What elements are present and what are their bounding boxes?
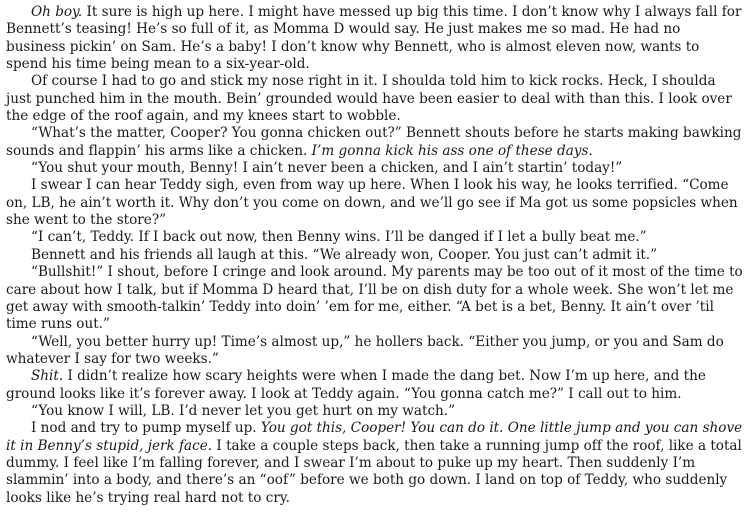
- italic-text-segment: You got this, Cooper! You can do it. One little jump and you can shove it in Benny’s stupid, jerk face.: [6, 420, 743, 454]
- paragraph: [6, 368, 743, 403]
- paragraph: [6, 160, 743, 177]
- text-segment: “You know I will, LB. I’d never let you get hurt on my watch.”: [31, 402, 456, 419]
- paragraph: [6, 403, 743, 420]
- italic-text-segment: Shit.: [31, 368, 64, 385]
- paragraph: [6, 4, 743, 73]
- paragraph: [6, 229, 743, 246]
- paragraph: [6, 334, 743, 369]
- paragraph: [6, 420, 743, 507]
- paragraph: [6, 73, 743, 125]
- paragraph: [6, 177, 743, 229]
- paragraph: [6, 125, 743, 160]
- paragraph: [6, 264, 743, 333]
- italic-text-segment: I’m gonna kick his ass one of these days.: [311, 142, 593, 159]
- text-segment: I nod and try to pump myself up.: [31, 420, 261, 437]
- text-segment: “You shut your mouth, Benny! I ain’t never been a chicken, and I ain’t startin’ today!”: [31, 160, 623, 177]
- text-segment: Bennett and his friends all laugh at this. “We already won, Cooper. You just can’t admit it.”: [31, 246, 658, 263]
- italic-text-segment: Oh boy.: [31, 4, 83, 20]
- text-segment: “Bullshit!” I shout, before I cringe and look around. My parents may be too out of it most of the time to care about how I talk, but if Momma D heard that, I’ll be on dish duty for a whole week. She won’t let me get away with smooth-talkin’ Teddy into doin’ ’em for me, either. “A bet is a bet, Benny. It ain’t over ’til time runs out.”: [6, 264, 743, 333]
- text-segment: “Well, you better hurry up! Time’s almost up,” he hollers back. “Either you jump, or you and Sam do whatever I say for two weeks.”: [6, 333, 724, 367]
- text-segment: I swear I can hear Teddy sigh, even from way up here. When I look his way, he looks terrified. “Come on, LB, he ain’t worth it. Why don’t you come on down, and we’ll go see if Ma got us some popsicles when she went to the store?”: [6, 177, 738, 229]
- text-segment: “I can’t, Teddy. If I back out now, then Benny wins. I’ll be danged if I let a bully beat me.”: [31, 229, 647, 246]
- text-segment: I didn’t realize how scary heights were when I made the dang bet. Now I’m up here, and the ground looks like it’s forever away. I look at Teddy again. “You gonna catch me?” I call out to him.: [6, 368, 706, 402]
- text-segment: It sure is high up here. I might have messed up big this time. I don’t know why I always fall for Bennett’s teasing! He’s so full of it, as Momma D would say. He just makes me so mad. He had no business pickin’ on Sam. He’s a baby! I don’t know why Bennett, who is almost eleven now, wants to spend his time being mean to a six-year-old.: [6, 4, 742, 73]
- text-segment: I take a couple steps back, then take a running jump off the roof, like a total dummy. I feel like I’m falling forever, and I swear I’m about to puke up my heart. Then suddenly I’m slammin’ into a body, and there’s an “oof” before we both go down. I land on top of Teddy, who suddenly looks like he’s trying real hard not to cry.: [6, 437, 742, 506]
- page-body-text: [6, 4, 743, 507]
- text-segment: Of course I had to go and stick my nose right in it. I shoulda told him to kick rocks. Heck, I shoulda just punched him in the mouth. Bein’ grounded would have been easier to deal with than this. I look over the edge of the roof again, and my knees start to wobble.: [6, 73, 732, 125]
- text-segment: “What’s the matter, Cooper? You gonna chicken out?” Bennett shouts before he starts making bawking sounds and flappin’ his arms like a chicken.: [6, 125, 742, 159]
- paragraph: [6, 247, 743, 264]
